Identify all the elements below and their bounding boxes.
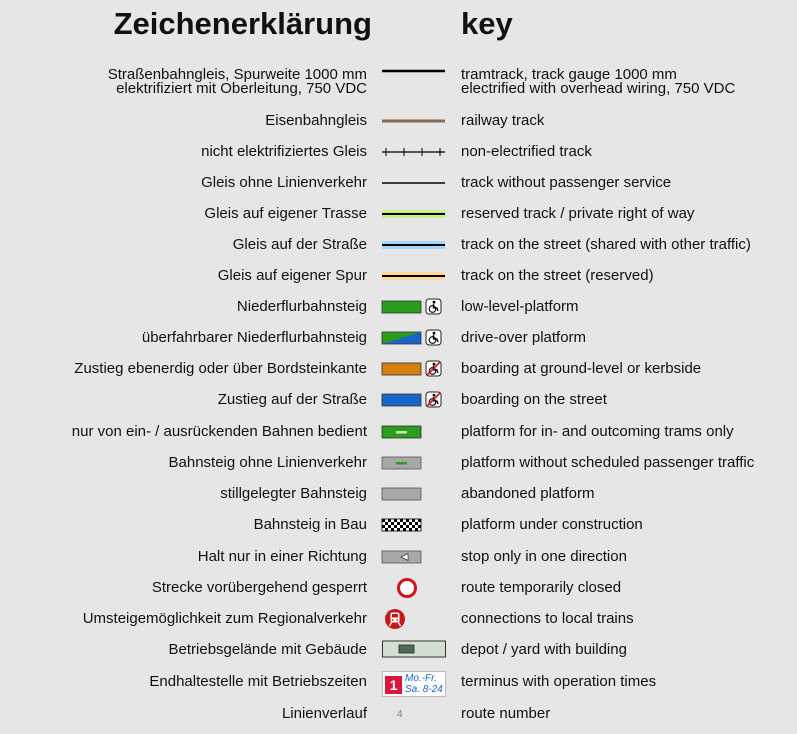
street-boarding: [382, 391, 444, 409]
label-german: [254, 517, 367, 532]
label-english: [461, 549, 627, 564]
depot-icon: [382, 640, 448, 660]
label-german-line: Zustieg auf der Straße: [217, 391, 367, 408]
label-german-line: Linienverlauf: [281, 705, 367, 722]
label-german: [149, 674, 367, 689]
in-out-platform: [382, 425, 424, 439]
label-english: [461, 361, 701, 376]
label-english: [461, 642, 627, 657]
label-english: [461, 706, 550, 721]
label-german-line: Endhaltestelle mit Betriebszeiten: [149, 673, 367, 690]
label-english: [461, 580, 621, 595]
unscheduled-platform: [382, 456, 424, 470]
label-german: [218, 392, 367, 407]
construction-platform-holder: [382, 518, 424, 532]
label-english: [461, 113, 544, 128]
label-german: [152, 580, 367, 595]
label-english: [461, 611, 634, 626]
label-english: [461, 144, 592, 159]
label-english: [461, 237, 751, 252]
label-english: [461, 455, 754, 470]
label-german: [74, 361, 367, 376]
label-german: [83, 611, 367, 626]
title-german: Zeichenerklärung: [113, 6, 372, 41]
depot-icon-holder: [382, 640, 448, 660]
label-german-line: stillgelegter Bahnsteig: [220, 485, 367, 502]
label-german-line: Gleis auf der Straße: [232, 236, 367, 253]
terminus-saturday: Sa. 8-24: [405, 684, 443, 695]
label-english: [461, 175, 671, 190]
label-german-line: überfahrbarer Niederflurbahnsteig: [141, 329, 367, 346]
unscheduled-platform-holder: [382, 456, 424, 470]
label-english-line: route temporarily closed: [461, 579, 622, 596]
own-lane-track-line: [382, 271, 446, 281]
label-english: [461, 268, 654, 283]
in-out-platform-holder: [382, 425, 424, 439]
label-german-line: Eisenbahngleis: [265, 112, 367, 129]
label-english-line: connections to local trains: [461, 610, 634, 627]
label-english: [461, 68, 735, 96]
label-german: [72, 424, 367, 439]
label-german-line: elektrifiziert mit Oberleitung, 750 VDC: [116, 80, 367, 97]
low-level-platform-holder: [382, 298, 444, 316]
label-english-line: abandoned platform: [461, 485, 595, 502]
tram-track-line-holder: [382, 67, 446, 75]
label-german-line: Umsteigemöglichkeit zum Regionalverkehr: [82, 610, 367, 627]
railway-track-line-holder: [382, 117, 446, 125]
label-english: [461, 330, 586, 345]
label-english-line: stop only in one direction: [461, 548, 627, 565]
label-english: [461, 392, 607, 407]
label-german: [201, 175, 367, 190]
reserved-track-line-holder: [382, 209, 446, 219]
own-lane-track-line-holder: [382, 271, 446, 281]
label-english: [461, 486, 594, 501]
railway-track-line: [382, 117, 446, 125]
terminus-weekday: Mo.-Fr.: [405, 673, 437, 684]
label-german-line: Gleis auf eigener Trasse: [204, 205, 367, 222]
street-track-line-holder: [382, 240, 446, 250]
label-german: [198, 549, 367, 564]
label-german: [265, 113, 367, 128]
label-german-line: Niederflurbahnsteig: [236, 298, 367, 315]
label-english-line: railway track: [461, 112, 545, 129]
label-german: [201, 144, 367, 159]
label-english-line: low-level-platform: [461, 298, 579, 315]
label-english-line: drive-over platform: [461, 329, 587, 346]
abandoned-platform-holder: [382, 487, 424, 501]
label-english-line: boarding at ground-level or kerbside: [461, 360, 702, 377]
label-english-line: boarding on the street: [461, 391, 607, 408]
non-service-track-line: [382, 179, 446, 187]
one-direction-stop: [382, 550, 424, 564]
label-english-line: platform without scheduled passenger traffic: [461, 454, 755, 471]
label-german: [233, 237, 367, 252]
label-german-line: Bahnsteig in Bau: [253, 516, 367, 533]
non-service-track-line-holder: [382, 179, 446, 187]
label-german: [169, 642, 367, 657]
label-english-line: tramtrack, track gauge 1000 mm: [461, 66, 677, 83]
street-boarding-holder: [382, 391, 444, 409]
label-english-line: electrified with overhead wiring, 750 VDC: [461, 80, 736, 97]
label-german-line: Gleis ohne Linienverkehr: [201, 174, 367, 191]
label-english-line: platform for in- and outcoming trams only: [461, 423, 734, 440]
non-electrified-track-line-holder: [382, 147, 446, 157]
label-english-line: track on the street (shared with other traffic): [461, 236, 751, 253]
label-german: [142, 330, 367, 345]
label-english: [461, 517, 643, 532]
label-english-line: platform under construction: [461, 516, 643, 533]
closed-route-icon: [382, 577, 446, 599]
terminus-icon-holder: [382, 671, 446, 697]
label-english-line: terminus with operation times: [461, 673, 657, 690]
terminus-times: [405, 673, 443, 695]
construction-platform: [382, 518, 424, 532]
label-english: [461, 206, 694, 221]
label-english-line: track without passenger service: [461, 174, 672, 191]
label-english-line: track on the street (reserved): [461, 267, 654, 284]
drive-over-platform-holder: [382, 329, 444, 347]
label-english: [461, 424, 734, 439]
label-german-line: Halt nur in einer Richtung: [197, 548, 367, 565]
abandoned-platform: [382, 487, 424, 501]
non-electrified-track-line: [382, 147, 446, 157]
terminus-number-box: 1: [385, 676, 402, 694]
label-german-line: nur von ein- / ausrückenden Bahnen bedient: [71, 423, 367, 440]
label-english: [461, 674, 656, 689]
tram-track-line: [382, 67, 446, 75]
label-english-line: route number: [461, 705, 551, 722]
label-german: [237, 299, 367, 314]
one-direction-stop-holder: [382, 550, 424, 564]
low-level-platform: [382, 298, 444, 316]
label-german-line: Straßenbahngleis, Spurweite 1000 mm: [107, 66, 367, 83]
label-german-line: Gleis auf eigener Spur: [217, 267, 367, 284]
reserved-track-line: [382, 209, 446, 219]
kerbside-boarding: [382, 360, 444, 378]
label-english-line: non-electrified track: [461, 143, 592, 160]
label-german: [218, 268, 367, 283]
label-german: [169, 455, 367, 470]
label-german: [204, 206, 367, 221]
label-german: [108, 68, 367, 96]
label-german-line: Bahnsteig ohne Linienverkehr: [168, 454, 367, 471]
kerbside-boarding-holder: [382, 360, 444, 378]
label-english-line: depot / yard with building: [461, 641, 627, 658]
drive-over-platform: [382, 329, 444, 347]
label-english: [461, 299, 579, 314]
label-german: [282, 706, 367, 721]
closed-route-icon-holder: [382, 577, 446, 599]
local-train-icon-holder: [382, 608, 446, 630]
label-german-line: Betriebsgelände mit Gebäude: [168, 641, 367, 658]
route-number-mark: 4: [397, 709, 403, 720]
title-english: key: [461, 6, 513, 41]
label-english-line: reserved track / private right of way: [461, 205, 695, 222]
label-german-line: Strecke vorübergehend gesperrt: [151, 579, 367, 596]
street-track-line: [382, 240, 446, 250]
local-train-icon: [382, 608, 446, 630]
label-german-line: nicht elektrifiziertes Gleis: [201, 143, 367, 160]
label-german-line: Zustieg ebenerdig oder über Bordsteinkante: [74, 360, 367, 377]
label-german: [220, 486, 367, 501]
